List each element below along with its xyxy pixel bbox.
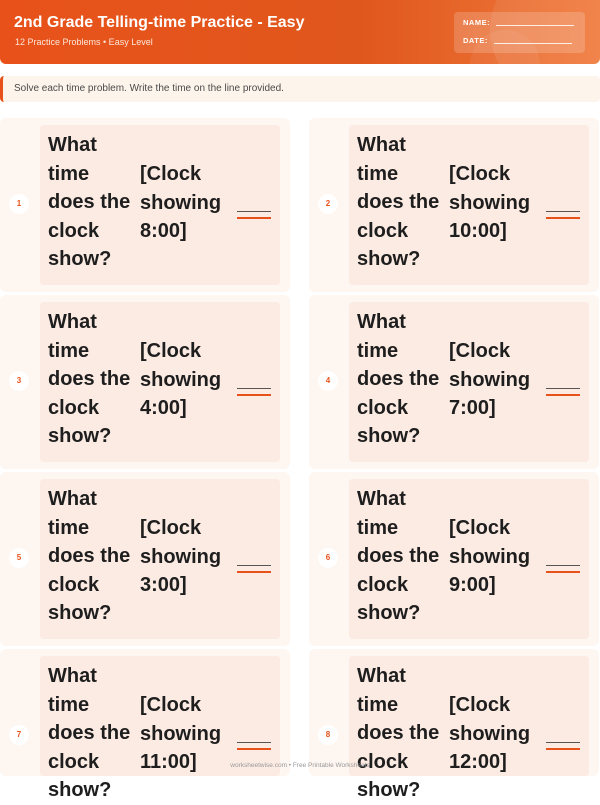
problem-card <box>309 472 599 646</box>
problem-number: 5 <box>9 548 29 568</box>
question-text: What time does the clock show? <box>357 311 440 448</box>
worksheet-subtitle: 12 Practice Problems • Easy Level <box>15 37 153 47</box>
problem-number: 6 <box>318 548 338 568</box>
worksheet-title: 2nd Grade Telling-time Practice - Easy <box>14 14 305 31</box>
date-label: DATE: <box>463 36 488 45</box>
clock-placeholder: [Clock showing 7:00] <box>449 340 531 420</box>
answer-line[interactable] <box>237 565 271 573</box>
problem-card <box>0 118 290 292</box>
problem-content <box>349 125 589 285</box>
answer-line[interactable] <box>237 742 271 750</box>
clock-placeholder: [Clock showing 8:00] <box>140 163 222 243</box>
problem-number: 8 <box>318 725 338 745</box>
name-line[interactable] <box>496 25 574 26</box>
question-text: What time does the clock show? <box>48 134 131 271</box>
answer-line[interactable] <box>546 388 580 396</box>
question-text: What time does the clock show? <box>357 134 440 271</box>
problem-content <box>349 302 589 462</box>
date-row <box>463 36 572 45</box>
problem-content <box>40 479 280 639</box>
question-text: What time does the clock show? <box>48 665 131 802</box>
problem-number: 1 <box>9 194 29 214</box>
problem-content <box>349 656 589 802</box>
question-text: What time does the clock show? <box>48 488 131 625</box>
question-text: What time does the clock show? <box>357 488 440 625</box>
instructions-text: Solve each time problem. Write the time on the line provided. <box>14 83 284 94</box>
instructions-bar <box>0 76 600 102</box>
problem-content <box>40 302 280 462</box>
problem-number: 2 <box>318 194 338 214</box>
page-footer: worksheetwise.com • Free Printable Worksheets <box>230 762 370 769</box>
problem-content <box>40 125 280 285</box>
clock-placeholder: [Clock showing 3:00] <box>140 517 222 597</box>
clock-placeholder: [Clock showing 4:00] <box>140 340 222 420</box>
name-label: NAME: <box>463 18 491 27</box>
answer-line[interactable] <box>546 211 580 219</box>
clock-placeholder: [Clock showing 12:00] <box>449 694 531 774</box>
question-text: What time does the clock show? <box>357 665 440 802</box>
problem-number: 4 <box>318 371 338 391</box>
problem-content <box>40 656 280 802</box>
clock-placeholder: [Clock showing 11:00] <box>140 694 222 774</box>
clock-placeholder: [Clock showing 10:00] <box>449 163 531 243</box>
question-text: What time does the clock show? <box>48 311 131 448</box>
problem-card <box>309 295 599 469</box>
worksheet-header <box>0 0 600 64</box>
problem-card <box>0 649 290 802</box>
clock-placeholder: [Clock showing 9:00] <box>449 517 531 597</box>
problem-number: 7 <box>9 725 29 745</box>
problem-card <box>0 295 290 469</box>
problem-number: 3 <box>9 371 29 391</box>
date-line[interactable] <box>494 43 572 44</box>
answer-line[interactable] <box>237 211 271 219</box>
name-date-box <box>454 12 585 53</box>
problem-card <box>309 118 599 292</box>
name-row <box>463 18 574 27</box>
problem-card <box>309 649 599 802</box>
answer-line[interactable] <box>237 388 271 396</box>
answer-line[interactable] <box>546 742 580 750</box>
problem-card <box>0 472 290 646</box>
problem-content <box>349 479 589 639</box>
answer-line[interactable] <box>546 565 580 573</box>
